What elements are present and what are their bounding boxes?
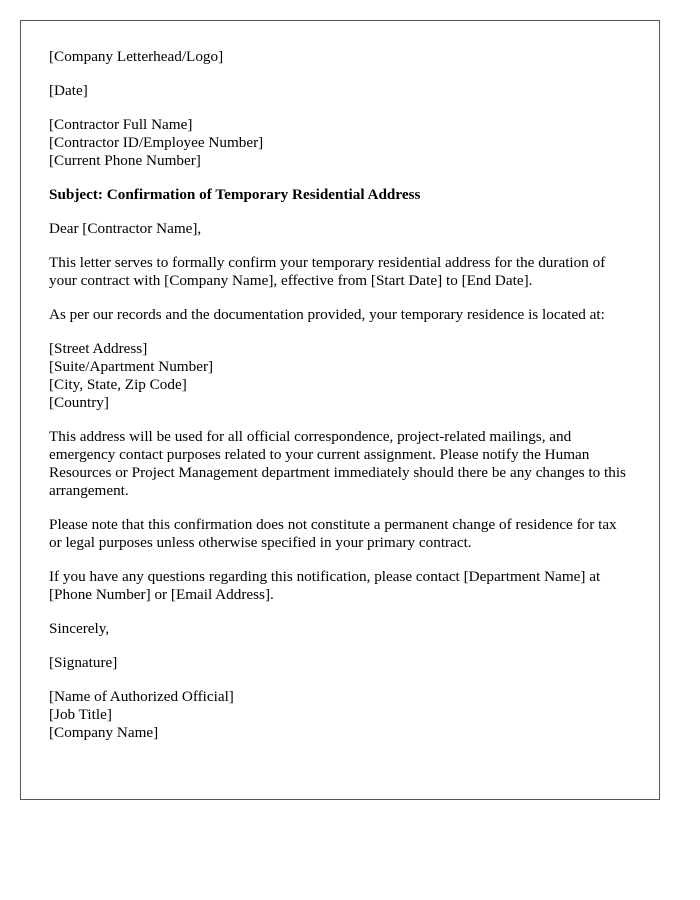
letterhead-text: [Company Letterhead/Logo] [49,48,224,65]
date [49,82,631,100]
letterhead [49,48,631,66]
contact-paragraph: If you have any questions regarding this notification, please contact [Department Name] at [Phone Number] or [Email Address]. [49,568,601,603]
address-city: [City, State, Zip Code] [49,376,187,393]
address-block [49,340,631,412]
date-text: [Date] [49,82,88,99]
signatory-company: [Company Name] [49,724,159,741]
address-country: [Country] [49,394,109,411]
intro-paragraph: This letter serves to formally confirm your temporary residential address for the duration of your contract with [Company Name], effective from [Start Date] to [End Date]. [49,254,606,289]
disclaimer-paragraph: Please note that this confirmation does not constitute a permanent change of residence for tax or legal purposes unless otherwise specified in your primary contract. [49,516,617,551]
signatory-block [49,688,631,742]
subject-line: Subject: Confirmation of Temporary Residential Address [49,186,421,203]
letter-page [20,20,660,800]
recipient-phone: [Current Phone Number] [49,152,201,169]
signature: [Signature] [49,654,118,671]
signatory-name: [Name of Authorized Official] [49,688,234,705]
closing: Sincerely, [49,620,110,637]
recipient-name: [Contractor Full Name] [49,116,193,133]
recipient-id: [Contractor ID/Employee Number] [49,134,264,151]
signatory-title: [Job Title] [49,706,112,723]
records-paragraph: As per our records and the documentation provided, your temporary residence is located at: [49,306,605,323]
address-street: [Street Address] [49,340,148,357]
address-suite: [Suite/Apartment Number] [49,358,214,375]
recipient-block [49,116,631,170]
salutation: Dear [Contractor Name], [49,220,202,237]
usage-paragraph: This address will be used for all official correspondence, project-related mailings, and emergency contact purposes related to your current assignment. Please notify the Human Resources or Project Management department immediately should there be any changes to this arrangement. [49,428,626,499]
